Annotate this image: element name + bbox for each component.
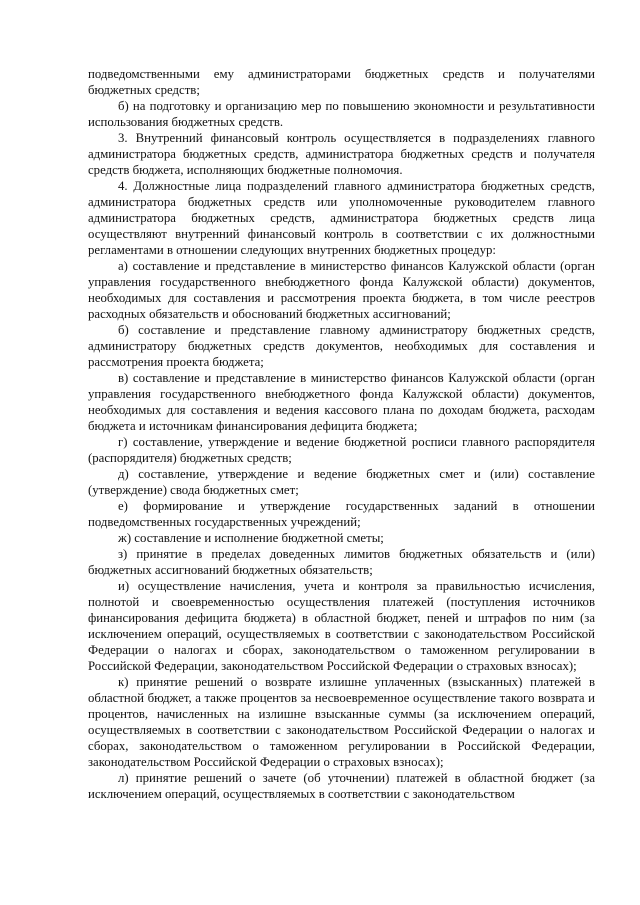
list-item: л) принятие решений о зачете (об уточнении) платежей в областной бюджет (за исключением операций, осуществляемых в соответствии с законодательством bbox=[88, 771, 595, 801]
paragraph: подведомственными ему администраторами бюджетных средств и получателями бюджетных средств; bbox=[88, 67, 595, 97]
list-item: и) осуществление начисления, учета и контроля за правильностью исчисления, полнотой и своевременностью осуществления платежей (поступления источников финансирования дефицита бюджета) в областной бюджет, пеней и штрафов по ним (за исключением операций, осуществляемых в соответствии с законодательством Российской Федерации о налогах и сборах, законодательством о таможенном регулировании в Российской Федерации, законодательством Российской Федерации о страховых взносах); bbox=[88, 579, 595, 673]
list-item: в) составление и представление в министерство финансов Калужской области (орган управления государственного внебюджетного фонда Калужской области) документов, необходимых для составления и ведения кассового плана по доходам бюджета, расходам бюджета и источникам финансирования дефицита бюджета; bbox=[88, 371, 595, 433]
list-item: з) принятие в пределах доведенных лимитов бюджетных обязательств и (или) бюджетных ассигнований бюджетных обязательств; bbox=[88, 547, 595, 577]
list-item: е) формирование и утверждение государственных заданий в отношении подведомственных государственных учреждений; bbox=[88, 499, 595, 529]
list-item: ж) составление и исполнение бюджетной сметы; bbox=[118, 531, 384, 545]
list-item: а) составление и представление в министерство финансов Калужской области (орган управления государственного внебюджетного фонда Калужской области) документов, необходимых для составления и рассмотрения проекта бюджета, в том числе реестров расходных обязательств и обоснований бюджетных ассигнований; bbox=[88, 259, 595, 321]
paragraph: 3. Внутренний финансовый контроль осуществляется в подразделениях главного администратора бюджетных средств, администратора бюджетных средств и получателя средств бюджета, исполняющих бюджетные полномочия. bbox=[88, 131, 595, 177]
list-item: г) составление, утверждение и ведение бюджетной росписи главного распорядителя (распорядителя) бюджетных средств; bbox=[88, 435, 595, 465]
document-body bbox=[88, 66, 595, 802]
paragraph: 4. Должностные лица подразделений главного администратора бюджетных средств, администратора бюджетных средств или уполномоченные руководителем главного администратора бюджетных средств, администратора бюджетных средств лица осуществляют внутренний финансовый контроль в соответствии с их должностными регламентами в отношении следующих внутренних бюджетных процедур: bbox=[88, 179, 595, 257]
list-item: д) составление, утверждение и ведение бюджетных смет и (или) составление (утверждение) свода бюджетных смет; bbox=[88, 467, 595, 497]
list-item: к) принятие решений о возврате излишне уплаченных (взысканных) платежей в областной бюджет, а также процентов за несвоевременное осуществление такого возврата и процентов, начисленных на излишне взысканные суммы (за исключением операций, осуществляемых в соответствии с законодательством Российской Федерации о налогах и сборах, законодательством о таможенном регулировании в Российской Федерации, законодательством Российской Федерации о страховых взносах); bbox=[88, 675, 595, 769]
list-item: б) составление и представление главному администратору бюджетных средств, администратору бюджетных средств документов, необходимых для составления и рассмотрения проекта бюджета; bbox=[88, 323, 595, 369]
paragraph: б) на подготовку и организацию мер по повышению экономности и результативности использования бюджетных средств. bbox=[88, 99, 595, 129]
